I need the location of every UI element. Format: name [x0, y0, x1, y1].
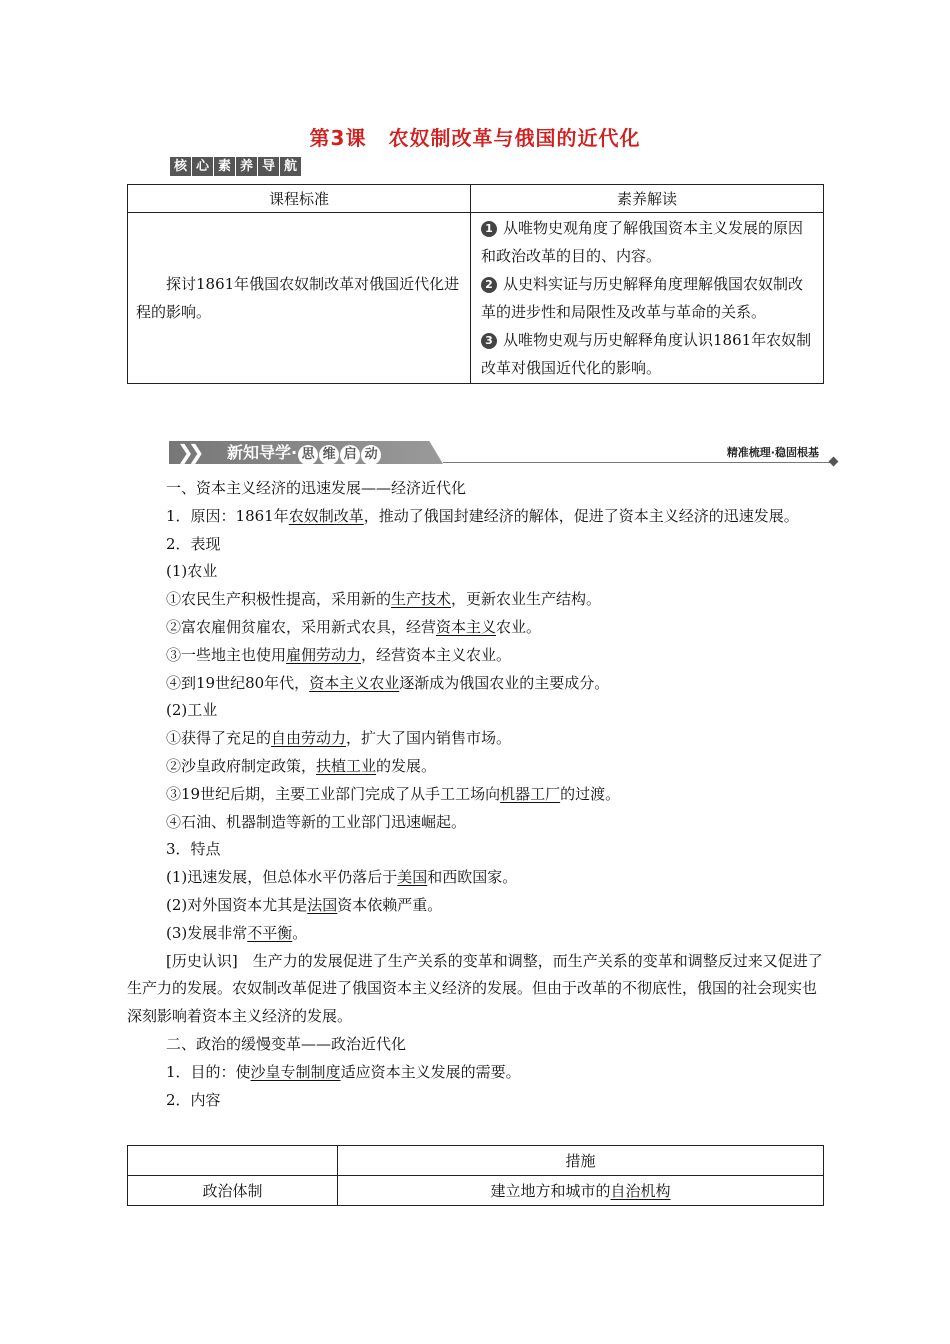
list-item: ②富农雇佣贫雇农，采用新式农具，经营资本主义农业。 [166, 617, 542, 636]
paragraph: (1)农业 [166, 562, 218, 581]
interpretation-item: 2 从史料实证与历史解释角度理解俄国农奴制改革的进步性和局限性及改革与革命的关系。 [481, 275, 804, 321]
banner-label: 新知导学· 思 维 启 动 [227, 439, 381, 466]
number-1-icon: 1 [481, 221, 497, 237]
section-heading: 一、资本主义经济的迅速发展——经济近代化 [166, 479, 467, 497]
list-item: (3)发展非常不平衡。 [166, 923, 308, 942]
standards-table [127, 184, 824, 384]
paragraph: 1．目的：使沙皇专制制度适应资本主义发展的需要。 [166, 1062, 521, 1081]
table-cell: 建立地方和城市的自治机构 [338, 1176, 824, 1206]
number-3-icon: 3 [481, 333, 497, 349]
paragraph: (2)工业 [166, 701, 218, 720]
lesson-content [127, 475, 827, 1114]
list-item: ③一些地主也使用雇佣劳动力，经营资本主义农业。 [166, 645, 512, 664]
table-cell: 政治体制 [128, 1176, 338, 1206]
list-item: ①获得了充足的自由劳动力，扩大了国内销售市场。 [166, 729, 512, 748]
header-course-standard: 课程标准 [128, 185, 471, 213]
number-2-icon: 2 [481, 277, 497, 293]
table-row [128, 1176, 824, 1206]
list-item: ④到19世纪80年代，资本主义农业逐渐成为俄国农业的主要成分。 [166, 673, 610, 692]
interpretation-item: 1 从唯物史观角度了解俄国资本主义发展的原因和政治改革的目的、内容。 [481, 219, 804, 265]
politics-table [127, 1145, 824, 1206]
paragraph: 2．表现 [166, 534, 221, 553]
paragraph: 2．内容 [166, 1090, 221, 1109]
core-literacy-badge: 核 心 素 养 导 航 [170, 157, 301, 176]
header-literacy-interpretation: 素养解读 [471, 185, 824, 213]
list-item: ④石油、机器制造等新的工业部门迅速崛起。 [166, 812, 467, 831]
list-item: ①农民生产积极性提高，采用新的生产技术，更新农业生产结构。 [166, 590, 602, 609]
section-heading: 二、政治的缓慢变革——政治近代化 [166, 1034, 407, 1053]
list-item: ③19世纪后期，主要工业部门完成了从手工工场向机器工厂的过渡。 [166, 784, 621, 803]
paragraph: 3．特点 [166, 840, 221, 859]
banner-subtitle: 精准梳理·稳固根基 [726, 446, 819, 459]
table-header-measures: 措施 [338, 1146, 824, 1176]
historical-insight: [历史认识] 生产力的发展促进了生产关系的变革和调整，而生产关系的变革和调整反过来又促进了生产力的发展。农奴制改革促进了俄国资本主义经济的发展。但由于改革的不彻底性，俄国的社会现实也深刻影响着资本主义经济的发展。 [127, 951, 823, 1026]
page-title: 第3课 农奴制改革与俄国的近代化 [309, 126, 641, 150]
list-item: (1)迅速发展，但总体水平仍落后于美国和西欧国家。 [166, 868, 518, 887]
interpretation-item: 3 从唯物史观与历史解释角度认识1861年农奴制改革对俄国近代化的影响。 [481, 331, 812, 377]
course-standard-cell: 探讨1861年俄国农奴制改革对俄国近代化进程的影响。 [128, 213, 471, 384]
table-header-empty [128, 1146, 338, 1176]
diamond-icon [829, 457, 839, 467]
paragraph: 1．原因：1861年农奴制改革，推动了俄国封建经济的解体，促进了资本主义经济的迅速发展。 [166, 506, 799, 525]
list-item: ②沙皇政府制定政策，扶植工业的发展。 [166, 756, 437, 775]
section-banner [169, 439, 839, 466]
literacy-interpretation-cell [471, 213, 824, 384]
chevron-right-icon: ❯❯ [177, 440, 199, 464]
list-item: (2)对外国资本尤其是法国资本依赖严重。 [166, 895, 443, 914]
